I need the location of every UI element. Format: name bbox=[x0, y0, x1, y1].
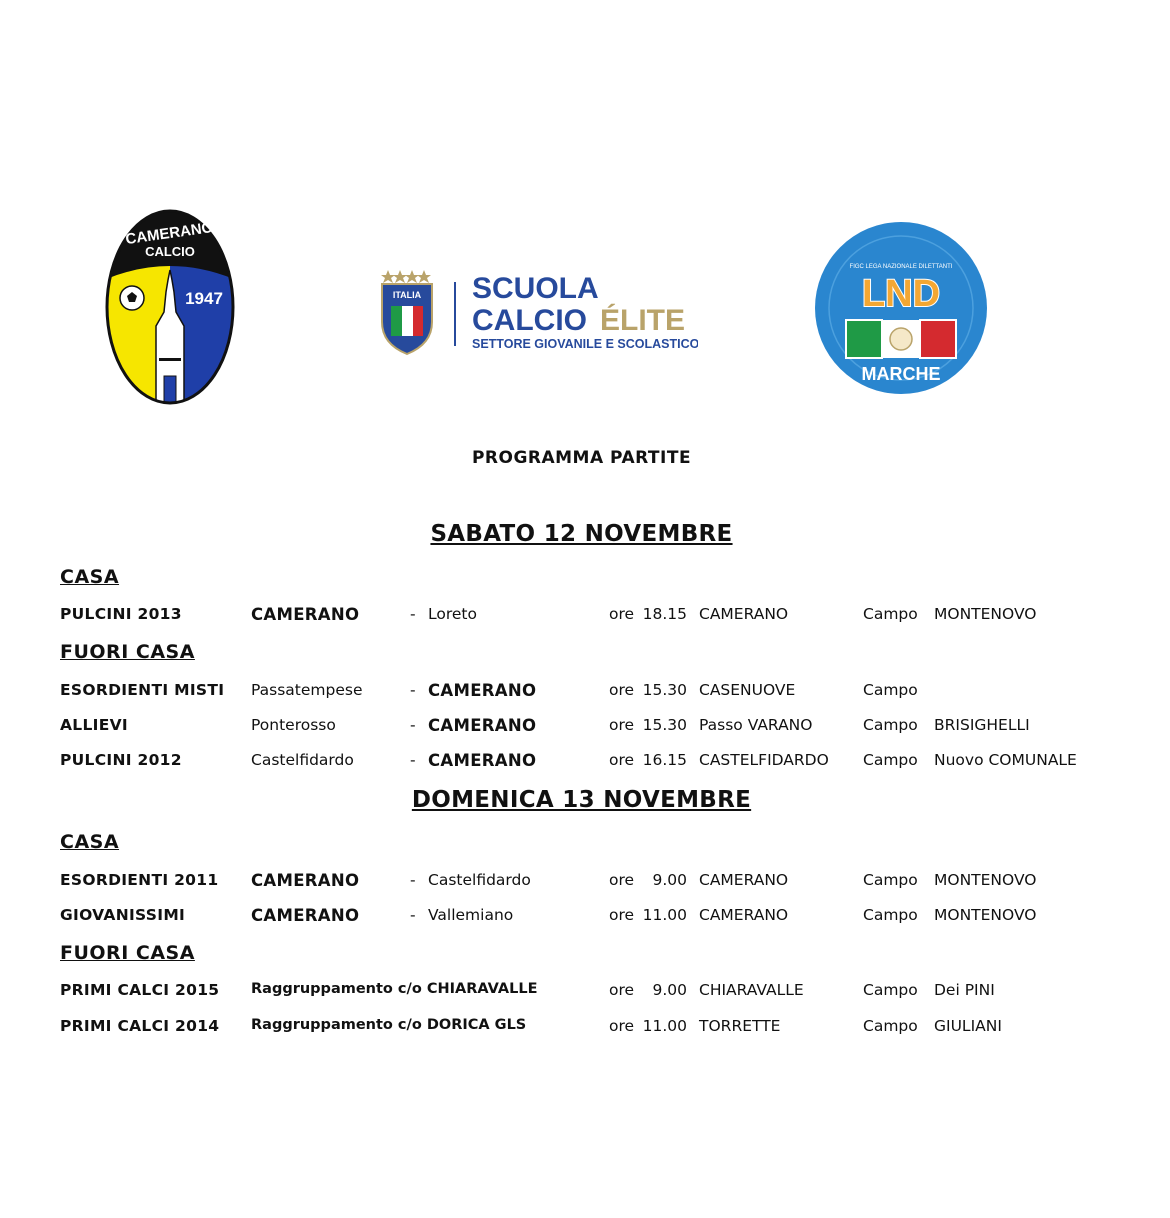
time-label: ore bbox=[609, 681, 635, 699]
section-home: CASA bbox=[60, 831, 120, 853]
kickoff-time: 18.15 bbox=[642, 605, 687, 623]
time-label: ore bbox=[609, 751, 635, 769]
separator: - bbox=[410, 605, 416, 623]
match-row bbox=[0, 871, 1170, 893]
separator: - bbox=[410, 751, 416, 769]
field-name: MONTENOVO bbox=[934, 906, 1037, 924]
camerano-logo-top-text: CAMERANO bbox=[124, 218, 215, 249]
home-team: Passatempese bbox=[251, 681, 363, 699]
away-team: CAMERANO bbox=[428, 681, 537, 700]
field-name: BRISIGHELLI bbox=[934, 716, 1030, 734]
team-category: PRIMI CALCI 2015 bbox=[60, 981, 220, 999]
camerano-logo-sub-text: CALCIO bbox=[145, 244, 195, 259]
field-label: Campo bbox=[863, 716, 918, 734]
field-name: MONTENOVO bbox=[934, 605, 1037, 623]
lnd-marche-logo bbox=[812, 220, 990, 396]
home-team: CAMERANO bbox=[251, 605, 360, 624]
field-label: Campo bbox=[863, 871, 918, 889]
field-name: Nuovo COMUNALE bbox=[934, 751, 1077, 769]
team-category: PULCINI 2012 bbox=[60, 751, 182, 769]
time-label: ore bbox=[609, 871, 635, 889]
away-team: Vallemiano bbox=[428, 906, 514, 924]
location: CAMERANO bbox=[699, 871, 789, 889]
lnd-logo-main-text: LND bbox=[861, 273, 941, 315]
away-team: Castelfidardo bbox=[428, 871, 531, 889]
team-category: PRIMI CALCI 2014 bbox=[60, 1017, 220, 1035]
figc-logo-line3: SETTORE GIOVANILE E SCOLASTICO bbox=[472, 337, 698, 351]
team-category: PULCINI 2013 bbox=[60, 605, 182, 623]
separator: - bbox=[410, 716, 416, 734]
kickoff-time: 15.30 bbox=[642, 716, 687, 734]
camerano-logo-year: 1947 bbox=[185, 289, 223, 308]
figc-logo-line2b: ÉLITE bbox=[600, 304, 686, 337]
group-venue: Raggruppamento c/o DORICA GLS bbox=[251, 1017, 527, 1033]
field-label: Campo bbox=[863, 1017, 918, 1035]
match-row bbox=[0, 605, 1170, 627]
day-title-saturday: SABATO 12 NOVEMBRE bbox=[430, 521, 733, 547]
team-category: GIOVANISSIMI bbox=[60, 906, 186, 924]
camerano-calcio-logo bbox=[104, 208, 236, 406]
match-row bbox=[0, 751, 1170, 773]
day-title-sunday: DOMENICA 13 NOVEMBRE bbox=[411, 787, 752, 813]
figc-logo-line2: CALCIO bbox=[472, 304, 587, 337]
home-team: Ponterosso bbox=[251, 716, 336, 734]
location: CAMERANO bbox=[699, 906, 789, 924]
separator: - bbox=[410, 681, 416, 699]
kickoff-time: 11.00 bbox=[642, 1017, 687, 1035]
kickoff-time: 11.00 bbox=[642, 906, 687, 924]
location: TORRETTE bbox=[699, 1017, 781, 1035]
match-row bbox=[0, 981, 1170, 1003]
away-team: Loreto bbox=[428, 605, 477, 623]
location: CHIARAVALLE bbox=[699, 981, 804, 999]
time-label: ore bbox=[609, 605, 635, 623]
time-label: ore bbox=[609, 1017, 635, 1035]
figc-badge-text: ITALIA bbox=[392, 290, 422, 300]
away-team: CAMERANO bbox=[428, 716, 537, 735]
team-category: ESORDIENTI MISTI bbox=[60, 681, 225, 699]
home-team: CAMERANO bbox=[251, 906, 360, 925]
home-team: CAMERANO bbox=[251, 871, 360, 890]
location: Passo VARANO bbox=[699, 716, 813, 734]
scuola-calcio-elite-logo bbox=[378, 262, 698, 358]
field-label: Campo bbox=[863, 681, 918, 699]
section-home: CASA bbox=[60, 566, 120, 588]
match-row bbox=[0, 1017, 1170, 1039]
field-label: Campo bbox=[863, 751, 918, 769]
team-category: ESORDIENTI 2011 bbox=[60, 871, 219, 889]
group-venue: Raggruppamento c/o CHIARAVALLE bbox=[251, 981, 538, 997]
lnd-logo-region: MARCHE bbox=[861, 364, 941, 384]
match-row bbox=[0, 716, 1170, 738]
location: CASTELFIDARDO bbox=[699, 751, 829, 769]
field-name: MONTENOVO bbox=[934, 871, 1037, 889]
field-label: Campo bbox=[863, 981, 918, 999]
lnd-logo-small-text: FIGC LEGA NAZIONALE DILETTANTI bbox=[849, 264, 953, 270]
kickoff-time: 16.15 bbox=[642, 751, 687, 769]
kickoff-time: 9.00 bbox=[652, 981, 687, 999]
field-name: Dei PINI bbox=[934, 981, 995, 999]
match-row bbox=[0, 681, 1170, 703]
kickoff-time: 9.00 bbox=[652, 871, 687, 889]
field-label: Campo bbox=[863, 605, 918, 623]
location: CASENUOVE bbox=[699, 681, 796, 699]
field-label: Campo bbox=[863, 906, 918, 924]
separator: - bbox=[410, 906, 416, 924]
section-away: FUORI CASA bbox=[60, 641, 195, 663]
kickoff-time: 15.30 bbox=[642, 681, 687, 699]
time-label: ore bbox=[609, 716, 635, 734]
figc-logo-line1: SCUOLA bbox=[472, 272, 599, 305]
away-team: CAMERANO bbox=[428, 751, 537, 770]
section-away: FUORI CASA bbox=[60, 942, 195, 964]
separator: - bbox=[410, 871, 416, 889]
team-category: ALLIEVI bbox=[60, 716, 128, 734]
time-label: ore bbox=[609, 981, 635, 999]
time-label: ore bbox=[609, 906, 635, 924]
field-name: GIULIANI bbox=[934, 1017, 1002, 1035]
page-title: PROGRAMMA PARTITE bbox=[471, 448, 692, 468]
home-team: Castelfidardo bbox=[251, 751, 354, 769]
location: CAMERANO bbox=[699, 605, 789, 623]
match-row bbox=[0, 906, 1170, 928]
